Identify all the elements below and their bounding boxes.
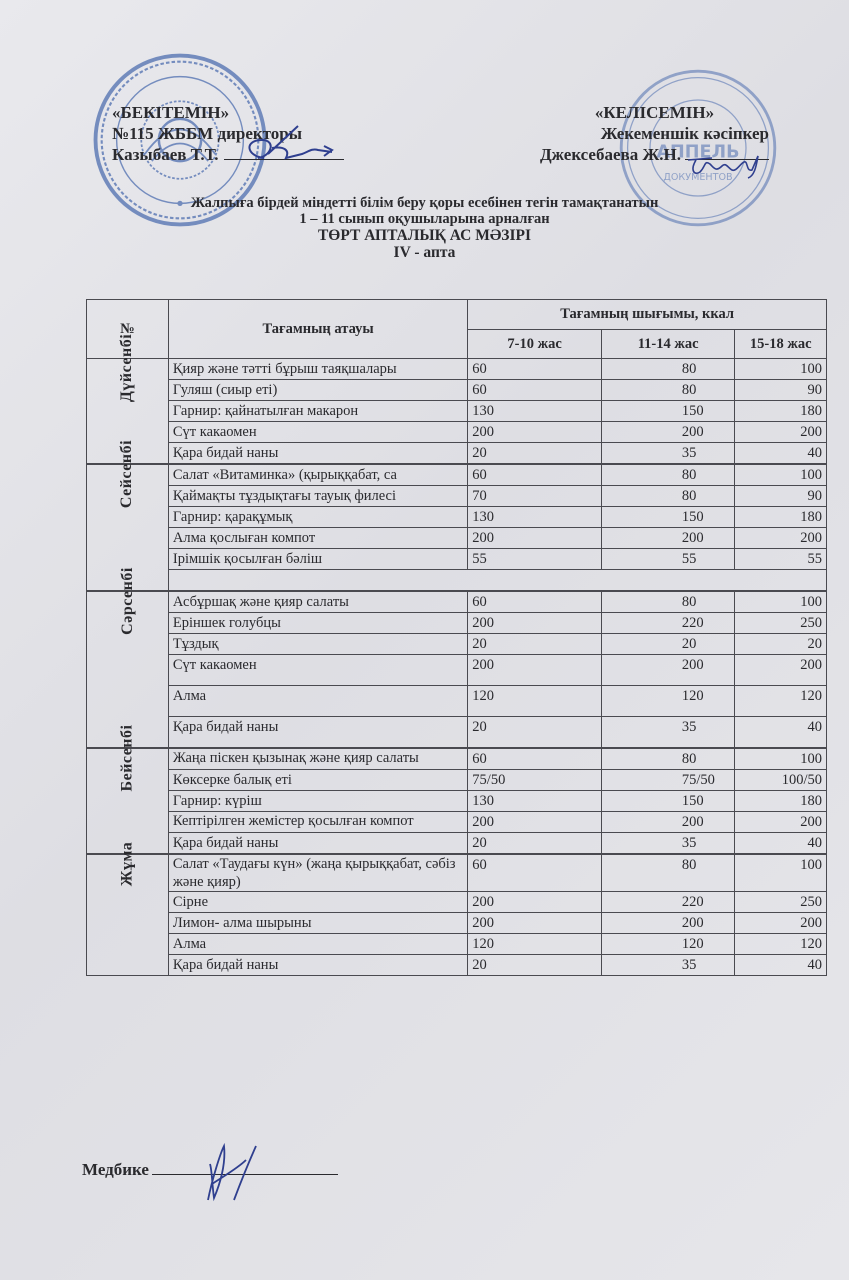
menu-table bbox=[86, 299, 827, 976]
kcal-value-7-10: 200 bbox=[468, 913, 602, 934]
kcal-value-11-14: 80 bbox=[601, 380, 735, 401]
kcal-value-7-10: 70 bbox=[468, 486, 602, 507]
table-row bbox=[87, 770, 827, 791]
header-age-7-10: 7-10 жас bbox=[468, 330, 602, 359]
dish-name: Қара бидай наны bbox=[168, 833, 467, 855]
dish-name: Алма қослыған компот bbox=[168, 528, 467, 549]
kcal-value-15-18: 40 bbox=[735, 833, 827, 855]
kcal-value-15-18: 55 bbox=[735, 549, 827, 570]
stamp-main-text: АППЕЛЬ bbox=[656, 142, 740, 163]
kcal-value-11-14: 150 bbox=[601, 401, 735, 422]
kcal-value-15-18: 40 bbox=[735, 443, 827, 465]
kcal-value-15-18: 100 bbox=[735, 854, 827, 892]
kcal-value-7-10: 120 bbox=[468, 686, 602, 717]
kcal-value-11-14: 120 bbox=[601, 686, 735, 717]
kcal-value-7-10: 60 bbox=[468, 464, 602, 486]
table-row bbox=[87, 892, 827, 913]
approval-title: «БЕКІТЕМІН» bbox=[112, 103, 230, 122]
kcal-value-11-14: 80 bbox=[601, 591, 735, 613]
dish-name: Лимон- алма шырыны bbox=[168, 913, 467, 934]
table-row bbox=[87, 833, 827, 855]
table-row bbox=[87, 549, 827, 570]
approval-position: №115 ЖББМ директоры bbox=[112, 124, 303, 143]
kcal-value-7-10: 60 bbox=[468, 854, 602, 892]
dish-name: Сірне bbox=[168, 892, 467, 913]
dish-name: Гуляш (сиыр еті) bbox=[168, 380, 467, 401]
header-age-15-18: 15-18 жас bbox=[735, 330, 827, 359]
kcal-value-15-18: 100 bbox=[735, 591, 827, 613]
kcal-value-11-14: 35 bbox=[601, 443, 735, 465]
table-row bbox=[87, 812, 827, 833]
dish-name: Қияр және тәтті бұрыш таяқшалары bbox=[168, 359, 467, 380]
table-row bbox=[87, 380, 827, 401]
dish-name: Қара бидай наны bbox=[168, 443, 467, 465]
table-row bbox=[87, 528, 827, 549]
kcal-value-7-10: 130 bbox=[468, 791, 602, 812]
kcal-value-15-18: 120 bbox=[735, 686, 827, 717]
dish-name: Еріншек голубцы bbox=[168, 613, 467, 634]
kcal-value-7-10: 20 bbox=[468, 634, 602, 655]
kcal-value-15-18: 90 bbox=[735, 486, 827, 507]
kcal-value-11-14: 20 bbox=[601, 634, 735, 655]
heading-title: ТӨРТ АПТАЛЫҚ АС МӘЗІРІ bbox=[317, 227, 532, 244]
kcal-value-15-18: 90 bbox=[735, 380, 827, 401]
table-row bbox=[87, 655, 827, 686]
table-row bbox=[87, 748, 827, 770]
table-row bbox=[87, 486, 827, 507]
kcal-value-7-10: 130 bbox=[468, 401, 602, 422]
table-row bbox=[87, 401, 827, 422]
kcal-value-7-10: 60 bbox=[468, 380, 602, 401]
approval-name: Джексебаева Ж.Н. bbox=[539, 145, 681, 164]
document-heading bbox=[0, 195, 849, 261]
kcal-value-15-18: 20 bbox=[735, 634, 827, 655]
day-label: Дүйсенбі bbox=[118, 333, 136, 403]
stamp-sub-text: ДОКУМЕНТОВ bbox=[663, 172, 733, 183]
kcal-value-11-14: 220 bbox=[601, 613, 735, 634]
dish-name: Салат «Витаминка» (қырыққабат, са bbox=[168, 464, 467, 486]
kcal-value-7-10: 60 bbox=[468, 748, 602, 770]
table-row bbox=[87, 791, 827, 812]
table-row bbox=[87, 464, 827, 486]
dish-name: Гарнир: қайнатылған макарон bbox=[168, 401, 467, 422]
kcal-value-15-18: 180 bbox=[735, 791, 827, 812]
kcal-value-11-14: 200 bbox=[601, 655, 735, 686]
kcal-value-7-10: 120 bbox=[468, 934, 602, 955]
signature-line bbox=[224, 145, 344, 160]
kcal-value-7-10: 200 bbox=[468, 422, 602, 443]
nurse-label: Медбике bbox=[82, 1160, 149, 1179]
table-row bbox=[87, 591, 827, 613]
table-row bbox=[87, 955, 827, 976]
dish-name: Гарнир: күріш bbox=[168, 791, 467, 812]
kcal-value-7-10: 20 bbox=[468, 443, 602, 465]
kcal-value-11-14: 200 bbox=[601, 528, 735, 549]
approval-block-director bbox=[112, 102, 344, 165]
kcal-value-11-14: 150 bbox=[601, 507, 735, 528]
kcal-value-15-18: 200 bbox=[735, 812, 827, 833]
kcal-value-7-10: 20 bbox=[468, 833, 602, 855]
kcal-value-11-14: 120 bbox=[601, 934, 735, 955]
table-row bbox=[87, 854, 827, 892]
table-row bbox=[87, 507, 827, 528]
table-row bbox=[87, 686, 827, 717]
dish-name: Салат «Таудағы күн» (жаңа қырыққабат, сәбіз және қияр) bbox=[168, 854, 467, 892]
kcal-value-11-14: 35 bbox=[601, 717, 735, 749]
heading-line-2: 1 – 11 сынып оқушыларына арналған bbox=[299, 211, 550, 227]
day-label: Жұма bbox=[118, 841, 136, 887]
kcal-value-11-14: 80 bbox=[601, 854, 735, 892]
kcal-value-11-14: 80 bbox=[601, 486, 735, 507]
kcal-value-11-14: 200 bbox=[601, 422, 735, 443]
kcal-value-15-18: 40 bbox=[735, 955, 827, 976]
dish-name: Тұздық bbox=[168, 634, 467, 655]
kcal-value-15-18: 200 bbox=[735, 655, 827, 686]
kcal-value-7-10: 200 bbox=[468, 812, 602, 833]
dish-name: Асбұршақ және қияр салаты bbox=[168, 591, 467, 613]
kcal-value-15-18: 180 bbox=[735, 507, 827, 528]
kcal-value-11-14: 80 bbox=[601, 748, 735, 770]
kcal-value-15-18: 100 bbox=[735, 748, 827, 770]
dish-name: Гарнир: қарақұмық bbox=[168, 507, 467, 528]
nurse-signature-block bbox=[82, 1160, 338, 1180]
kcal-value-15-18: 200 bbox=[735, 913, 827, 934]
day-cell bbox=[87, 724, 169, 854]
approval-position: Жекеменшік кәсіпкер bbox=[600, 124, 769, 143]
table-row bbox=[87, 717, 827, 749]
kcal-value-15-18: 250 bbox=[735, 892, 827, 913]
dish-name: Алма bbox=[168, 686, 467, 717]
empty-cell bbox=[168, 570, 826, 592]
kcal-value-7-10: 20 bbox=[468, 717, 602, 749]
kcal-value-11-14: 35 bbox=[601, 955, 735, 976]
day-label: Сәрсенбі bbox=[118, 567, 136, 635]
dish-name: Алма bbox=[168, 934, 467, 955]
approval-block-entrepreneur bbox=[540, 102, 769, 165]
kcal-value-11-14: 150 bbox=[601, 791, 735, 812]
kcal-value-7-10: 20 bbox=[468, 955, 602, 976]
kcal-value-15-18: 100/50 bbox=[735, 770, 827, 791]
kcal-value-7-10: 130 bbox=[468, 507, 602, 528]
kcal-value-15-18: 200 bbox=[735, 422, 827, 443]
table-row bbox=[87, 634, 827, 655]
day-label: Сейсенбі bbox=[118, 439, 136, 509]
table-row bbox=[87, 934, 827, 955]
kcal-value-15-18: 120 bbox=[735, 934, 827, 955]
table-row bbox=[87, 422, 827, 443]
header-number: № bbox=[87, 300, 169, 359]
kcal-value-15-18: 100 bbox=[735, 464, 827, 486]
dish-name: Сүт какаомен bbox=[168, 655, 467, 686]
kcal-value-11-14: 35 bbox=[601, 833, 735, 855]
dish-name: Қара бидай наны bbox=[168, 717, 467, 749]
kcal-value-7-10: 75/50 bbox=[468, 770, 602, 791]
kcal-value-15-18: 180 bbox=[735, 401, 827, 422]
approval-title: «КЕЛІСЕМІН» bbox=[594, 103, 715, 122]
kcal-value-15-18: 100 bbox=[735, 359, 827, 380]
header-yield: Тағамның шығымы, ккал bbox=[468, 300, 827, 330]
dish-name: Қара бидай наны bbox=[168, 955, 467, 976]
approval-name: Казыбаев Т.Т. bbox=[112, 145, 219, 164]
kcal-value-15-18: 250 bbox=[735, 613, 827, 634]
kcal-value-11-14: 75/50 bbox=[601, 770, 735, 791]
signature-line bbox=[152, 1160, 338, 1175]
day-cell bbox=[87, 841, 169, 976]
kcal-value-11-14: 80 bbox=[601, 464, 735, 486]
kcal-value-11-14: 220 bbox=[601, 892, 735, 913]
day-label: Бейсенбі bbox=[118, 724, 136, 792]
signature-line bbox=[685, 145, 769, 160]
header-dish-name: Тағамның атауы bbox=[168, 300, 467, 359]
dish-name: Сүт какаомен bbox=[168, 422, 467, 443]
heading-week: IV - апта bbox=[393, 244, 456, 261]
kcal-value-11-14: 200 bbox=[601, 913, 735, 934]
kcal-value-7-10: 200 bbox=[468, 892, 602, 913]
table-row bbox=[87, 613, 827, 634]
kcal-value-11-14: 80 bbox=[601, 359, 735, 380]
dish-name: Ірімшік қосылған бәліш bbox=[168, 549, 467, 570]
kcal-value-15-18: 200 bbox=[735, 528, 827, 549]
table-row bbox=[87, 443, 827, 465]
kcal-value-7-10: 200 bbox=[468, 655, 602, 686]
dish-name: Қаймақты тұздықтағы тауық филесі bbox=[168, 486, 467, 507]
kcal-value-7-10: 60 bbox=[468, 359, 602, 380]
header-age-11-14: 11-14 жас bbox=[601, 330, 735, 359]
dish-name: Кептірілген жемістер қосылған компот bbox=[168, 812, 467, 833]
table-row bbox=[87, 359, 827, 380]
dish-name: Жаңа піскен қызынақ және қияр салаты bbox=[168, 748, 467, 770]
kcal-value-7-10: 200 bbox=[468, 613, 602, 634]
kcal-value-7-10: 55 bbox=[468, 549, 602, 570]
kcal-value-7-10: 60 bbox=[468, 591, 602, 613]
kcal-value-7-10: 200 bbox=[468, 528, 602, 549]
table-row bbox=[87, 913, 827, 934]
empty-row bbox=[87, 570, 827, 592]
kcal-value-15-18: 40 bbox=[735, 717, 827, 749]
dish-name: Көксерке балық еті bbox=[168, 770, 467, 791]
kcal-value-11-14: 200 bbox=[601, 812, 735, 833]
heading-line-1: Жалпыға бірдей міндетті білім беру қоры есебінен тегін тамақтанатын bbox=[190, 195, 659, 211]
kcal-value-11-14: 55 bbox=[601, 549, 735, 570]
